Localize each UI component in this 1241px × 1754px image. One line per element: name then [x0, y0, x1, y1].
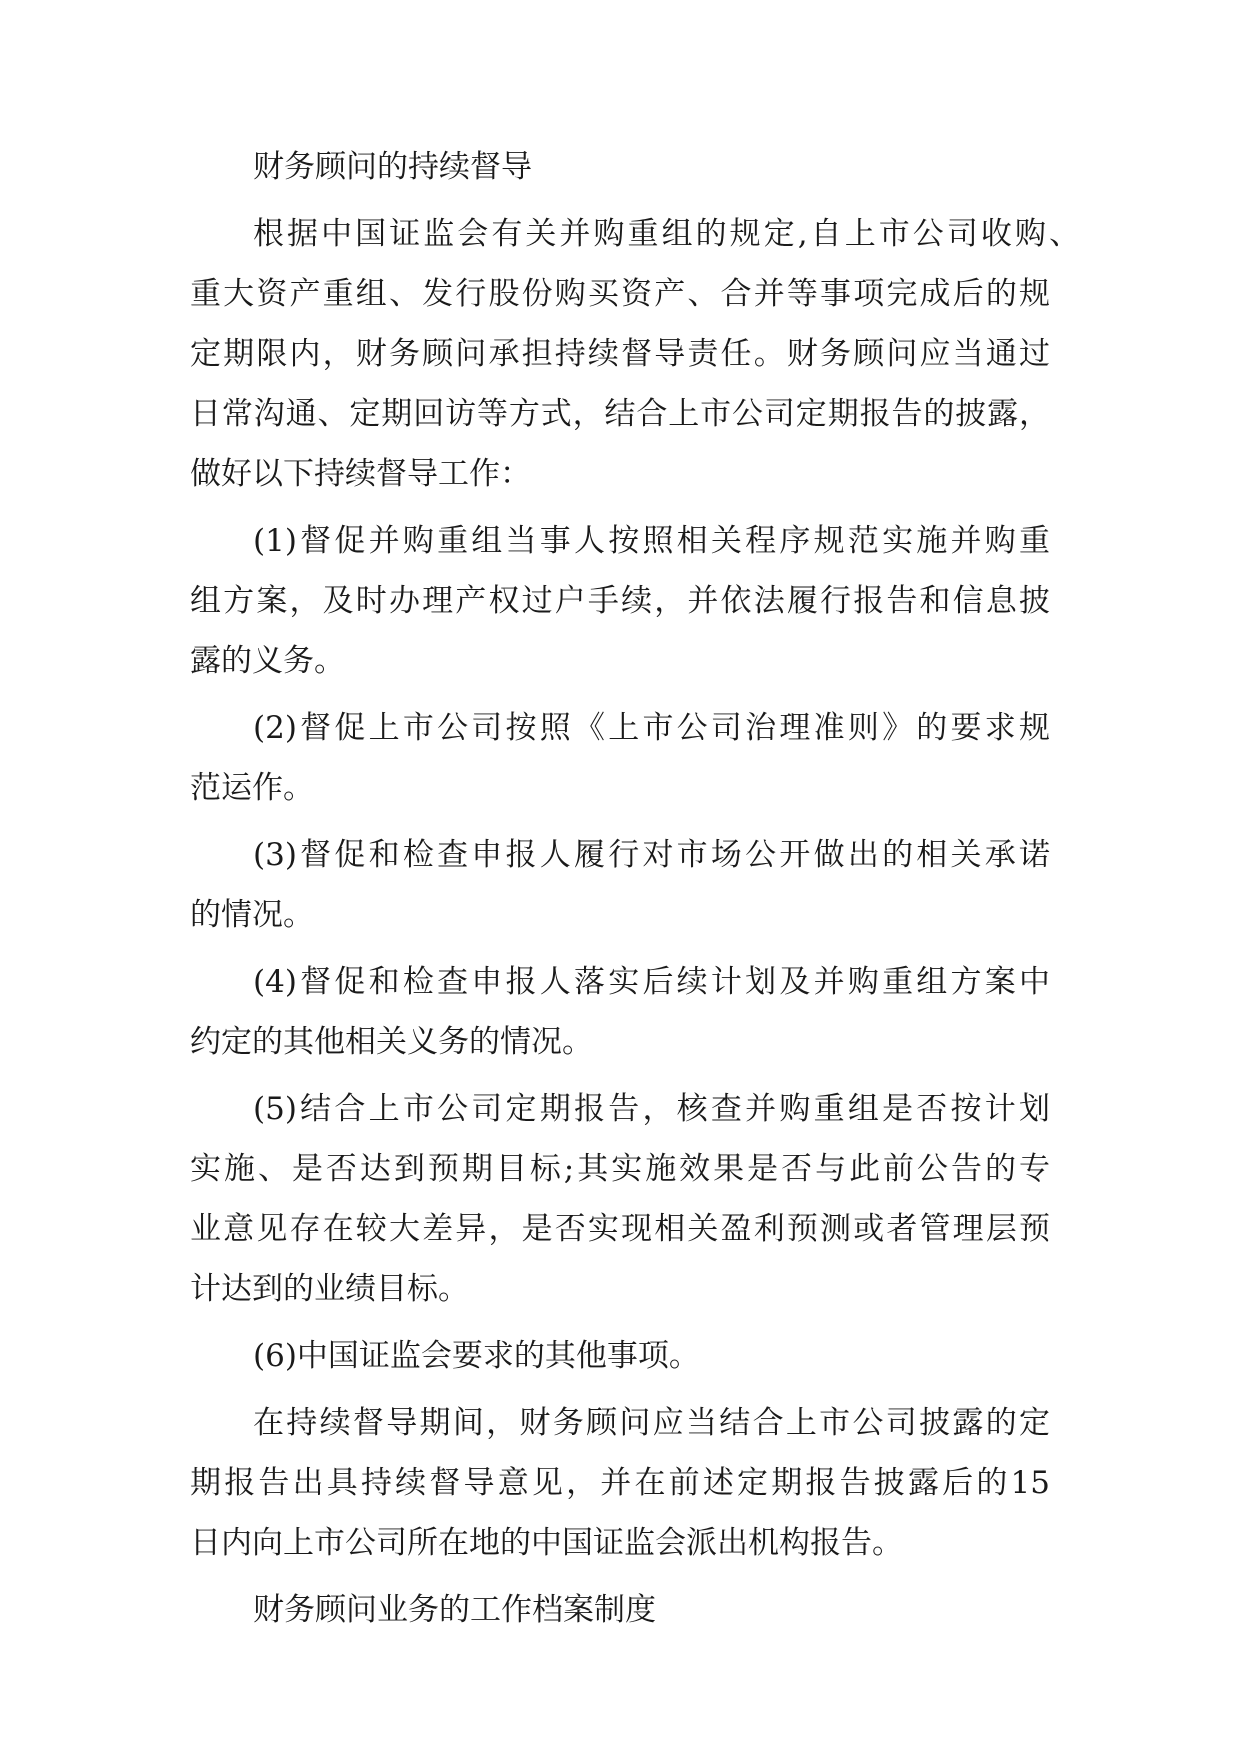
section-heading: 财务顾问的持续督导 — [253, 149, 532, 185]
section-heading: 财务顾问业务的工作档案制度 — [253, 1592, 656, 1628]
list-item-line: 计达到的业绩目标。 — [190, 1271, 469, 1307]
paragraph-line: 在持续督导期间，财务顾问应当结合上市公司披露的定 — [253, 1405, 1050, 1441]
list-item-line: 组方案，及时办理产权过户手续，并依法履行报告和信息披 — [190, 583, 1050, 619]
paragraph-line: 根据中国证监会有关并购重组的规定,自上市公司收购、 — [253, 216, 1080, 252]
paragraph-line: 期报告出具持续督导意见，并在前述定期报告披露后的15 — [190, 1465, 1050, 1501]
paragraph-line: 日内向上市公司所在地的中国证监会派出机构报告。 — [190, 1525, 903, 1561]
list-item-line: (5)结合上市公司定期报告，核查并购重组是否按计划 — [253, 1091, 1050, 1127]
list-item-line: 范运作。 — [190, 770, 314, 806]
paragraph-line: 定期限内，财务顾问承担持续督导责任。财务顾问应当通过 — [190, 336, 1050, 372]
list-item-line: (6)中国证监会要求的其他事项。 — [253, 1338, 700, 1374]
list-item-line: 业意见存在较大差异，是否实现相关盈利预测或者管理层预 — [190, 1211, 1050, 1247]
list-item-line: 实施、是否达到预期目标;其实施效果是否与此前公告的专 — [190, 1151, 1050, 1187]
list-item-line: 的情况。 — [190, 897, 314, 933]
list-item-line: (2)督促上市公司按照《上市公司治理准则》的要求规 — [253, 710, 1050, 746]
list-item-line: (3)督促和检查申报人履行对市场公开做出的相关承诺 — [253, 837, 1050, 873]
list-item-line: 约定的其他相关义务的情况。 — [190, 1024, 593, 1060]
list-item-line: 露的义务。 — [190, 643, 345, 679]
paragraph-line: 日常沟通、定期回访等方式，结合上市公司定期报告的披露， — [190, 396, 1050, 432]
paragraph-line: 做好以下持续督导工作： — [190, 456, 531, 492]
paragraph-line: 重大资产重组、发行股份购买资产、合并等事项完成后的规 — [190, 276, 1050, 312]
list-item-line: (1)督促并购重组当事人按照相关程序规范实施并购重 — [253, 523, 1050, 559]
list-item-line: (4)督促和检查申报人落实后续计划及并购重组方案中 — [253, 964, 1050, 1000]
